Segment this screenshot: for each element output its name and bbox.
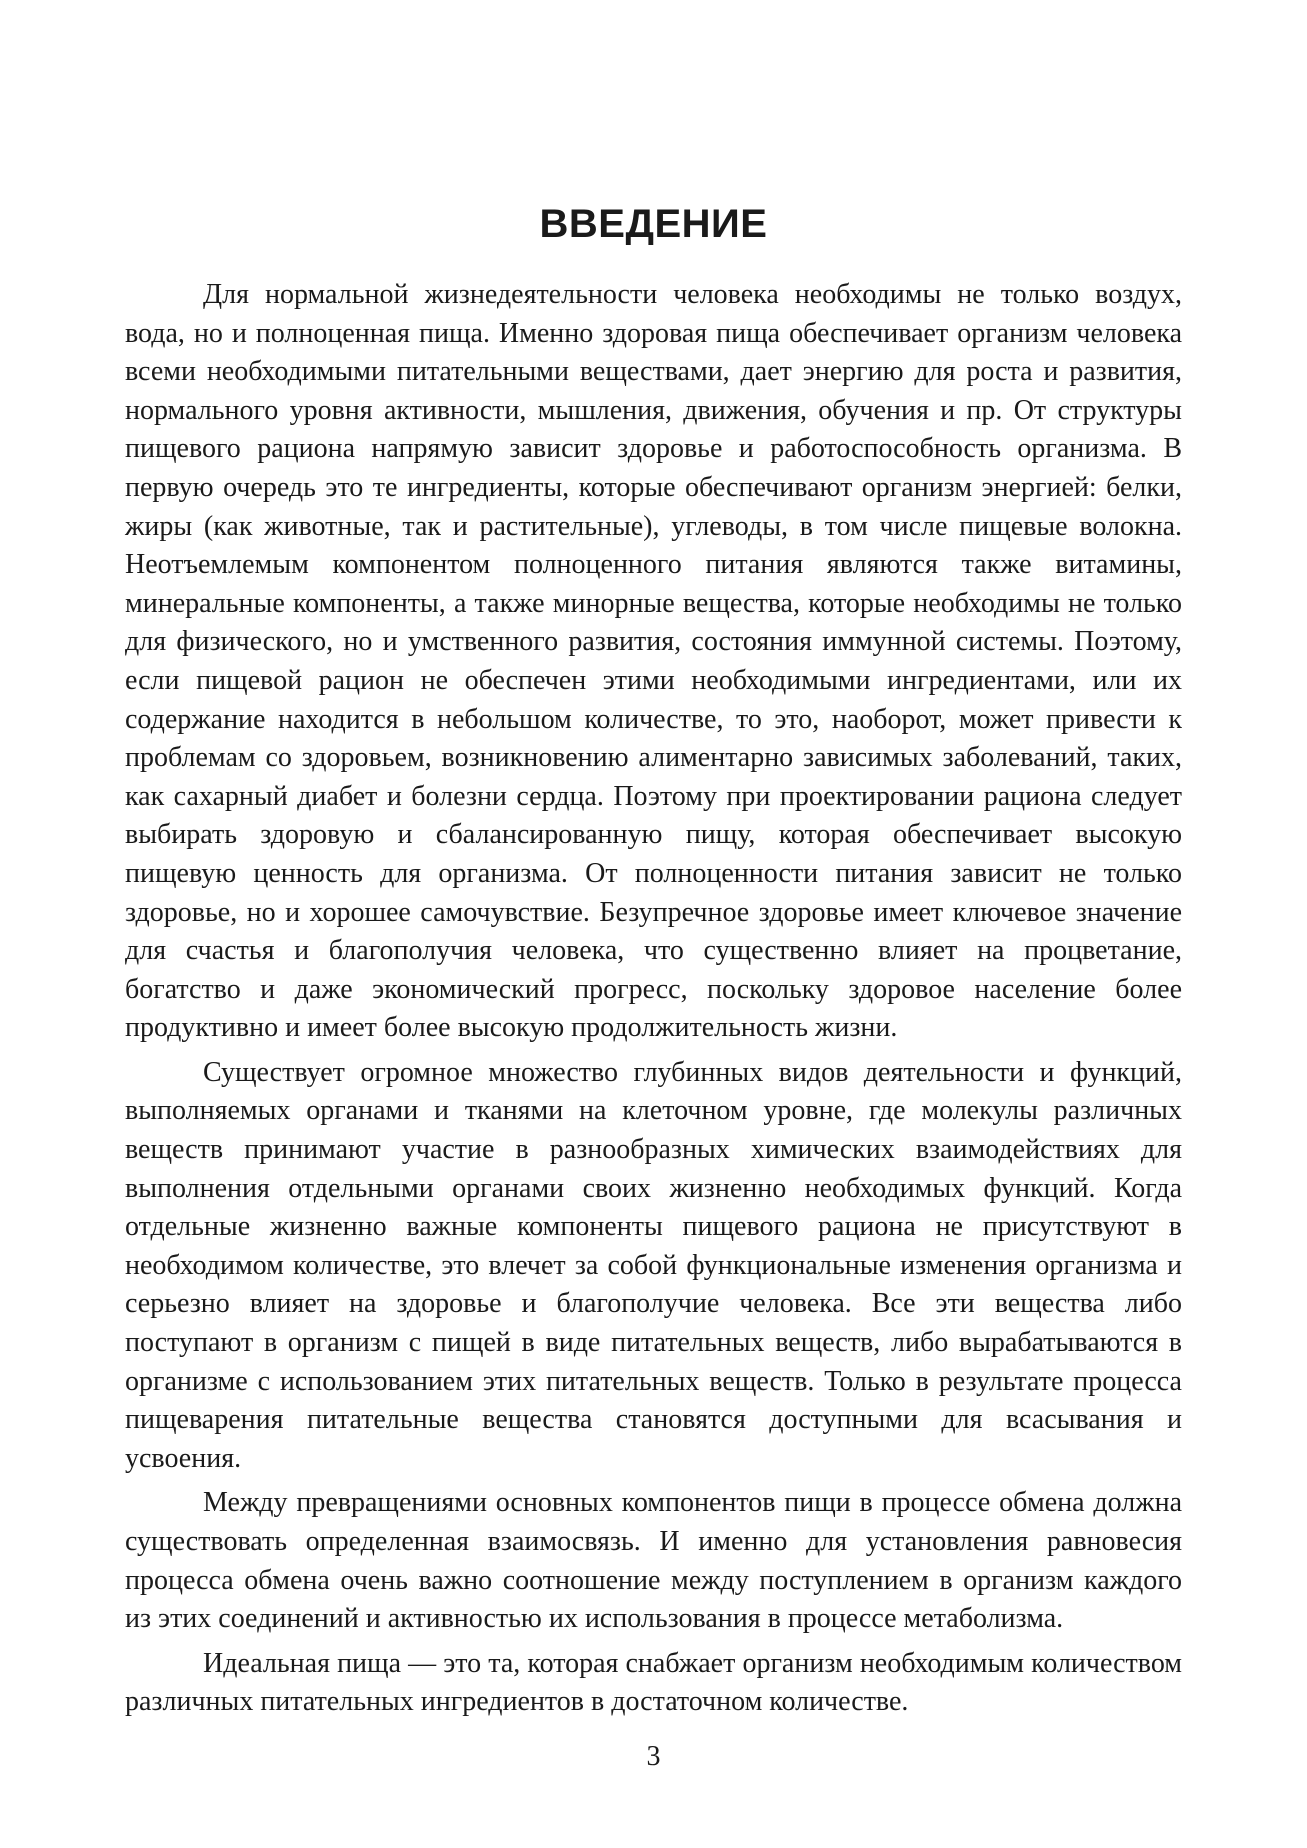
- paragraph-1: Для нормальной жизнедеятельности человека необходимы не только воздух, вода, но и полноценная пища. Именно здоровая пища обеспечивает организм человека всеми необходимыми питательными веществами, дает энергию для роста и развития, нормального уровня активности, мышления, движения, обучения и пр. От структуры пищевого рациона напрямую зависит здоровье и работоспособность организма. В первую очередь это те ингредиенты, которые обеспечивают организм энергией: белки, жиры (как животные, так и растительные), углеводы, в том числе пищевые волокна. Неотъемлемым компонентом полноценного питания являются также витамины, минеральные компоненты, а также минорные вещества, которые необходимы не только для физического, но и умственного развития, состояния иммунной системы. Поэтому, если пищевой рацион не обеспечен этими необходимыми ингредиентами, или их содержание находится в небольшом количестве, то это, наоборот, может привести к проблемам со здоровьем, возникновению алиментарно зависимых заболеваний, таких, как сахарный диабет и болезни сердца. Поэтому при проектировании рациона следует выбирать здоровую и сбалансированную пищу, которая обеспечивает высокую пищевую ценность для организма. От полноценности питания зависит не только здоровье, но и хорошее самочувствие. Безупречное здоровье имеет ключевое значение для счастья и благополучия человека, что существенно влияет на процветание, богатство и даже экономический прогресс, поскольку здоровое население более продуктивно и имеет более высокую продолжительность жизни.: [125, 279, 1182, 1044]
- page-number: 3: [646, 1741, 661, 1772]
- paragraph-2: Существует огромное множество глубинных видов деятельности и функций, выполняемых органами и тканями на клеточном уровне, где молекулы различных веществ принимают участие в разнообразных химических взаимодействиях для выполнения отдельными органами своих жизненно необходимых функций. Когда отдельные жизненно важные компоненты пищевого рациона не присутствуют в необходимом количестве, это влечет за собой функциональные изменения организма и серьезно влияет на здоровье и благополучие человека. Все эти вещества либо поступают в организм с пищей в виде питательных веществ, либо вырабатываются в организме с использованием этих питательных веществ. Только в результате процесса пищеварения питательные вещества становятся доступными для всасывания и усвоения.: [125, 1056, 1182, 1474]
- page-title: ВВЕДЕНИЕ: [539, 202, 768, 246]
- body-text: [125, 276, 1182, 1722]
- paragraph-3: Между превращениями основных компонентов пищи в процессе обмена должна существовать определенная взаимосвязь. И именно для установления равновесия процесса обмена очень важно соотношение между поступлением в организм каждого из этих соединений и активностью их использования в процессе метаболизма.: [125, 1487, 1182, 1635]
- paragraph-4: Идеальная пища — это та, которая снабжает организм необходимым количеством различных питательных ингредиентов в достаточном количестве.: [125, 1647, 1182, 1718]
